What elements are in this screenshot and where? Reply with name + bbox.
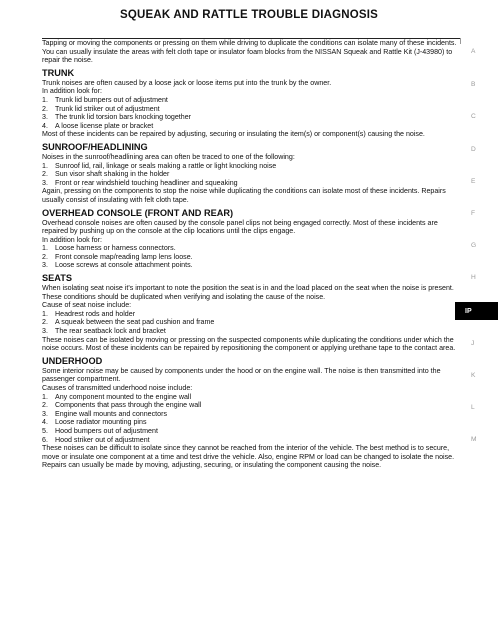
list-item-number: 2. (42, 318, 48, 327)
list-item (42, 170, 460, 179)
list-item (42, 179, 460, 188)
section-paragraph: In addition look for: (42, 87, 102, 96)
section-paragraph: Overhead console noises are often caused by the console panel clips not being engaged correctly. Most of these incidents are repaired by pushing up on the console at the clip locations until the clips engage. (42, 218, 438, 236)
section-heading: UNDERHOOD (42, 355, 103, 366)
list-item (42, 418, 460, 427)
section-paragraph: When isolating seat noise it's important to note the position the seat is in and the load placed on the seat when the noise is present. These conditions should be duplicated when verifying and isolating the cause of the noise. (42, 284, 454, 301)
section-heading: SEATS (42, 273, 72, 284)
section-underhood (42, 356, 460, 470)
list-item (42, 105, 460, 114)
list-item (42, 113, 460, 122)
section-footer: Again, pressing on the components to stop the noise while duplicating the conditions can isolate most of these incidents. Repairs usually consist of insulating with felt cloth tape. (42, 187, 446, 204)
list-item-text: Any component mounted to the engine wall (55, 392, 192, 401)
list-item-number: 2. (42, 104, 48, 113)
section-trunk (42, 68, 460, 139)
list-item (42, 253, 460, 262)
list-item (42, 436, 460, 445)
page-title: SQUEAK AND RATTLE TROUBLE DIAGNOSIS (119, 9, 379, 21)
section-paragraph: In addition look for: (42, 235, 102, 244)
list-item-number: 3. (42, 178, 48, 187)
list-item-number: 4. (42, 418, 48, 427)
side-index-letter-h: H (471, 274, 476, 281)
list-item-number: 3. (42, 113, 48, 122)
side-index-letter-d: D (471, 146, 476, 153)
list-item-number: 3. (42, 409, 48, 418)
list-item (42, 410, 460, 419)
list-item-text: The rear seatback lock and bracket (55, 327, 166, 336)
list-item-text: Front console map/reading lamp lens loose. (55, 252, 193, 261)
list-item-number: 1. (42, 392, 48, 401)
section-paragraph: Some interior noise may be caused by components under the hood or on the engine wall. The noise is then transmitted into the passenger compartment. (42, 366, 441, 384)
list-item (42, 244, 460, 253)
list-item-number: 2. (42, 252, 48, 261)
list-item-text: A squeak between the seat pad cushion and frame (55, 318, 215, 327)
section-paragraph: Noises in the sunroof/headlining area can often be traced to one of the following: (42, 152, 295, 161)
document-body (42, 38, 460, 470)
list-item-text: A loose license plate or bracket (55, 121, 154, 130)
side-index-letter-c: C (471, 113, 476, 120)
sections-container (42, 68, 460, 470)
list-item (42, 318, 460, 327)
side-index-letter-f: F (471, 210, 476, 217)
list-item-text: Loose screws at console attachment points. (55, 261, 193, 270)
list-item-number: 4. (42, 121, 48, 130)
list-item-text: The trunk lid torsion bars knocking together (55, 113, 192, 122)
list-item (42, 310, 460, 319)
list-item (42, 393, 460, 402)
list-item-text: Trunk lid bumpers out of adjustment (55, 95, 168, 104)
list-item-number: 2. (42, 401, 48, 410)
section-footer: These noises can be isolated by moving or pressing on the suspected components while duplicating the conditions under which the noise occurs. Most of these incidents can be repaired by repositioning the component or applying urethane tape to the contact area. (42, 335, 456, 353)
list-item-text: Trunk lid striker out of adjustment (55, 104, 160, 113)
intro-paragraph: Tapping or moving the components or pressing on them while driving to duplicate the conditions can isolate many of these incidents. You can usually insulate the areas with felt cloth tape or insulator foam blocks from the NISSAN Squeak and Rattle Kit (J-43980) to repair the noise. (42, 39, 457, 65)
list-item-number: 3. (42, 327, 48, 336)
side-index-letter-j: J (471, 340, 475, 347)
section-paragraph: Cause of seat noise include: (42, 301, 132, 310)
section-heading: TRUNK (42, 67, 75, 78)
side-index-letter-l: L (471, 404, 475, 411)
list-item-text: Engine wall mounts and connectors (55, 409, 167, 418)
list-item-number: 3. (42, 261, 48, 270)
section-heading: SUNROOF/HEADLINING (42, 141, 148, 152)
list-item (42, 162, 460, 171)
side-index-letter-g: G (471, 242, 477, 249)
section-footer: These noises can be difficult to isolate since they cannot be reached from the interior of the vehicle. The best method is to secure, move or insulate one component at a time and test drive the vehicle. Also, engine RPM or load can be changed to isolate the noise. Repairs can usually be made by moving, adjusting, securing, or insulating the component causing the noise. (42, 444, 455, 470)
list-item (42, 96, 460, 105)
section-overhead-console-front-and-rear (42, 208, 460, 271)
list-item-number: 1. (42, 161, 48, 170)
header-rule-tick (460, 38, 461, 44)
list-item (42, 401, 460, 410)
list-item (42, 327, 460, 336)
list-item (42, 122, 460, 131)
list-item-number: 6. (42, 435, 48, 444)
section-paragraph: Causes of transmitted underhood noise include: (42, 384, 193, 392)
section-paragraph: Trunk noises are often caused by a loose jack or loose items put into the trunk by the owner. (42, 78, 332, 87)
list-item-text: Loose harness or harness connectors. (55, 244, 176, 253)
list-item-number: 1. (42, 244, 48, 253)
list-item (42, 427, 460, 436)
side-index-letter-a: A (471, 48, 476, 55)
list-item-text: Loose radiator mounting pins (55, 418, 147, 427)
list-item-number: 5. (42, 426, 48, 435)
list-item-number: 1. (42, 309, 48, 318)
section-seats (42, 273, 460, 353)
list-item-text: Components that pass through the engine wall (55, 401, 202, 410)
list-item-text: Hood bumpers out of adjustment (55, 426, 158, 435)
list-item-number: 2. (42, 170, 48, 179)
side-index-letter-k: K (471, 372, 476, 379)
list-item-text: Sunroof lid, rail, linkage or seals making a rattle or light knocking noise (55, 161, 277, 170)
section-sunroof-headlining (42, 142, 460, 205)
list-item-text: Sun visor shaft shaking in the holder (55, 170, 170, 179)
list-item-text: Front or rear windshield touching headliner and squeaking (55, 178, 238, 187)
side-index-letter-b: B (471, 81, 476, 88)
side-index-letter-e: E (471, 178, 476, 185)
side-index-letter-m: M (471, 436, 477, 443)
section-footer: Most of these incidents can be repaired by adjusting, securing or insulating the item(s) or component(s) causing the noise. (42, 130, 425, 139)
list-item-text: Hood striker out of adjustment (55, 435, 150, 444)
list-item (42, 261, 460, 270)
side-tab-ip: IP (455, 302, 498, 320)
section-heading: OVERHEAD CONSOLE (FRONT AND REAR) (42, 207, 234, 218)
list-item-text: Headrest rods and holder (55, 309, 136, 318)
list-item-number: 1. (42, 95, 48, 104)
